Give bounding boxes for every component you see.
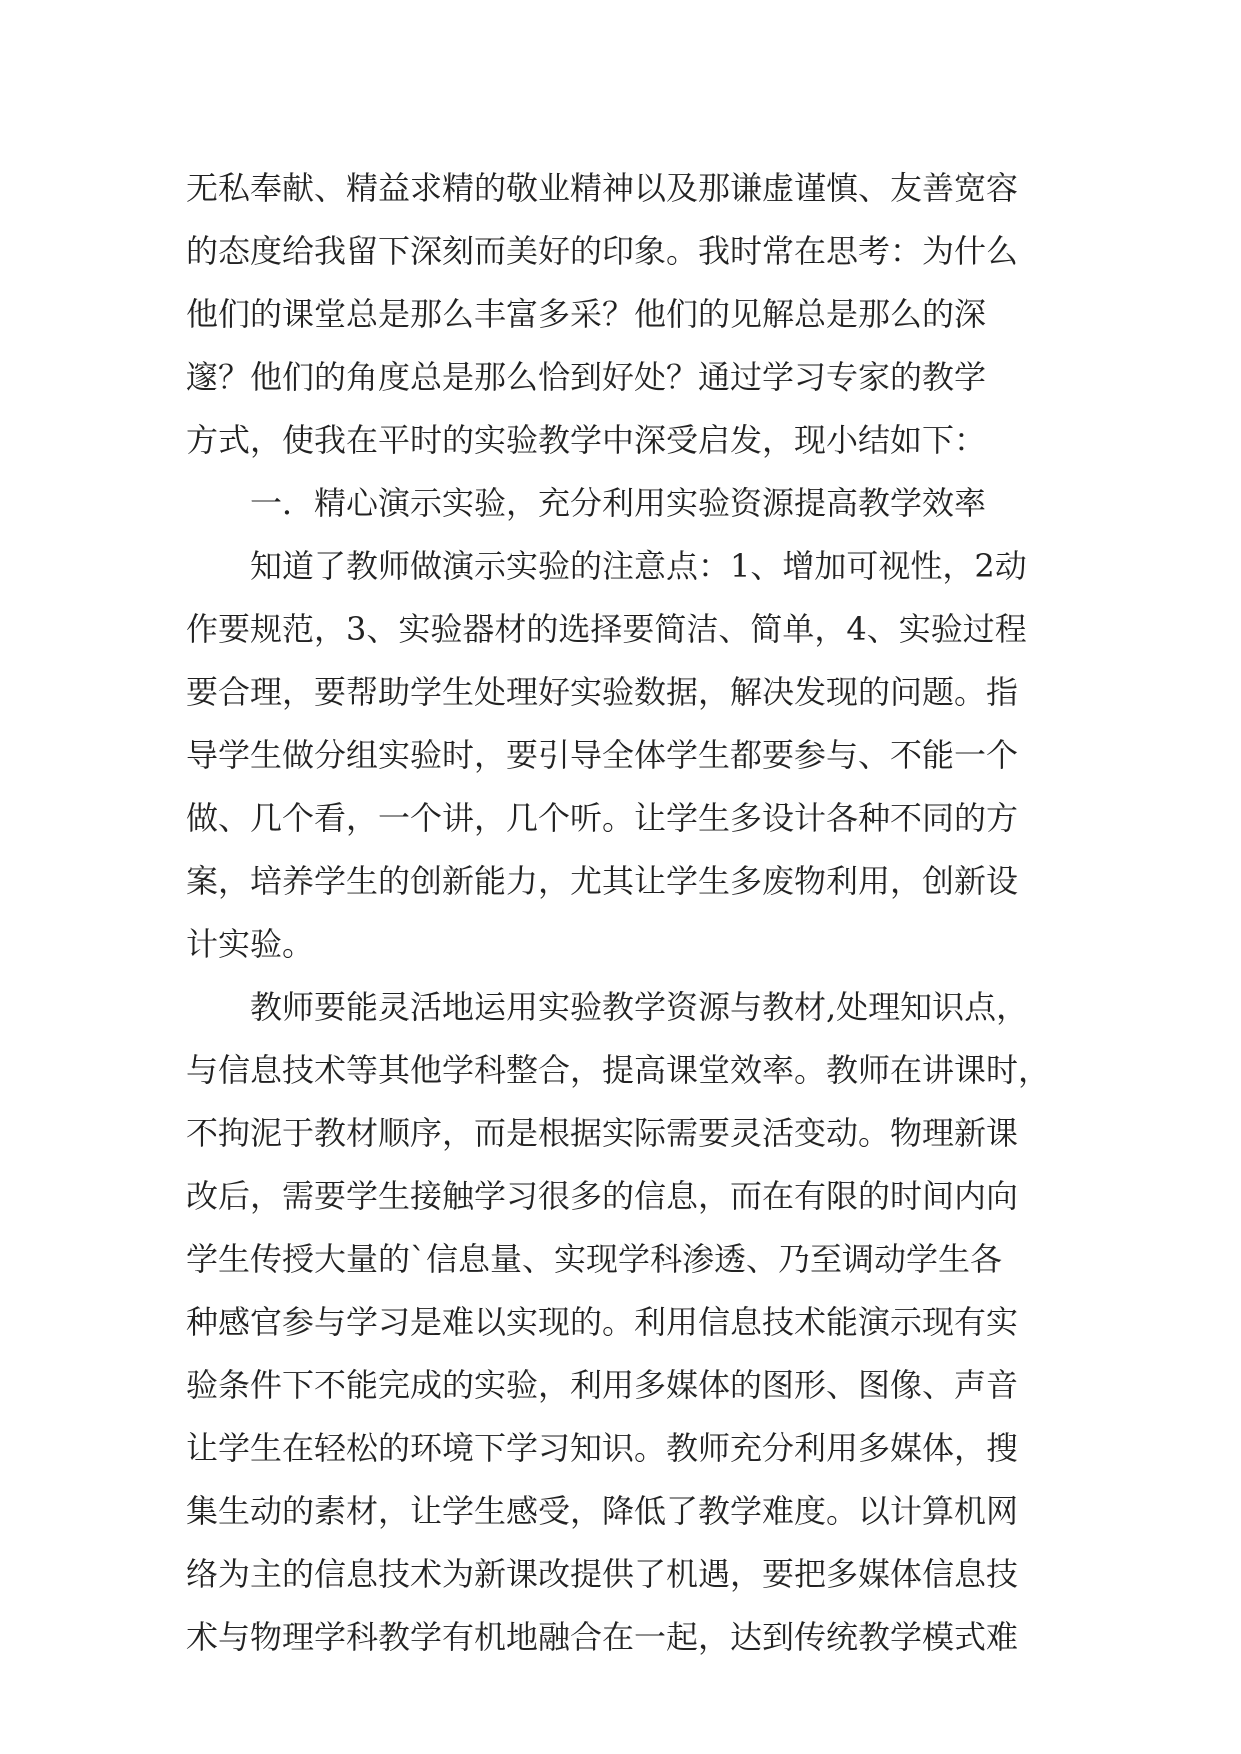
text-line: 邃？他们的角度总是那么恰到好处？通过学习专家的教学 [186, 358, 987, 396]
text-line: 他们的课堂总是那么丰富多采？他们的见解总是那么的深 [186, 295, 987, 333]
heading-line: 一．精心演示实验，充分利用实验资源提高教学效率 [186, 484, 987, 522]
text-line: 的态度给我留下深刻而美好的印象。我时常在思考：为什么 [186, 232, 1019, 270]
paragraph-resources [186, 976, 1056, 1669]
text-line: 集生动的素材，让学生感受，降低了教学难度。以计算机网 [186, 1492, 1019, 1530]
text-line: 要合理，要帮助学生处理好实验数据，解决发现的问题。指 [186, 673, 1019, 711]
text-line: 教师要能灵活地运用实验教学资源与教材,处理知识点， [186, 988, 1029, 1026]
text-line: 验条件下不能完成的实验，利用多媒体的图形、图像、声音 [186, 1366, 1019, 1404]
paragraph-intro [186, 157, 1056, 472]
text-line: 不拘泥于教材顺序，而是根据实际需要灵活变动。物理新课 [186, 1114, 1019, 1152]
text-line: 知道了教师做演示实验的注意点：1、增加可视性，2动 [186, 547, 1027, 585]
section-heading [186, 472, 1056, 535]
text-line: 方式，使我在平时的实验教学中深受启发，现小结如下： [186, 421, 987, 459]
text-line: 计实验。 [186, 925, 315, 963]
text-line: 络为主的信息技术为新课改提供了机遇，要把多媒体信息技 [186, 1555, 1019, 1593]
text-line: 无私奉献、精益求精的敬业精神以及那谦虚谨慎、友善宽容 [186, 169, 1019, 207]
document-body [186, 157, 1056, 1669]
text-line: 与信息技术等其他学科整合，提高课堂效率。教师在讲课时， [186, 1051, 1051, 1089]
text-line: 种感官参与学习是难以实现的。利用信息技术能演示现有实 [186, 1303, 1019, 1341]
text-line: 做、几个看，一个讲，几个听。让学生多设计各种不同的方 [186, 799, 1019, 837]
text-line: 术与物理学科教学有机地融合在一起，达到传统教学模式难 [186, 1618, 1019, 1656]
text-line: 作要规范，3、实验器材的选择要简洁、简单，4、实验过程 [186, 610, 1027, 648]
text-line: 改后，需要学生接触学习很多的信息，而在有限的时间内向 [186, 1177, 1019, 1215]
paragraph-demonstration [186, 535, 1056, 976]
text-line: 导学生做分组实验时，要引导全体学生都要参与、不能一个 [186, 736, 1019, 774]
text-line: 让学生在轻松的环境下学习知识。教师充分利用多媒体，搜 [186, 1429, 1019, 1467]
text-line: 案，培养学生的创新能力，尤其让学生多废物利用，创新设 [186, 862, 1019, 900]
text-line: 学生传授大量的`信息量、实现学科渗透、乃至调动学生各 [186, 1240, 1003, 1278]
